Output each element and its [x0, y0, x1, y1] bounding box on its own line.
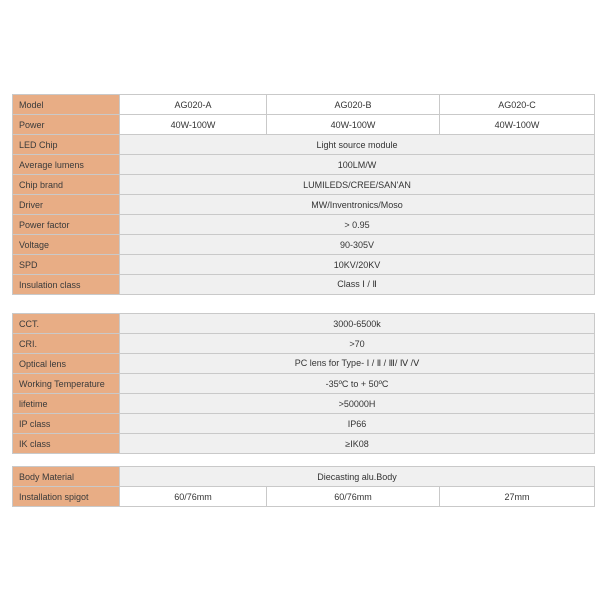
- row-value: > 0.95: [120, 215, 595, 235]
- row-label: LED Chip: [13, 135, 120, 155]
- row-value: 90-305V: [120, 235, 595, 255]
- table-row: [13, 235, 595, 255]
- row-value: LUMILEDS/CREE/SAN'AN: [120, 175, 595, 195]
- row-label: lifetime: [13, 394, 120, 414]
- row-label: Model: [13, 95, 120, 115]
- row-value: PC lens for Type- Ⅰ / Ⅱ / Ⅲ/ Ⅳ /Ⅴ: [120, 354, 595, 374]
- table-row: [13, 334, 595, 354]
- row-value: 3000-6500k: [120, 314, 595, 334]
- table-row-spigot: [13, 487, 595, 507]
- table-row: [13, 354, 595, 374]
- power-b-cell: 40W-100W: [267, 115, 440, 135]
- spigot-b-cell: 60/76mm: [267, 487, 440, 507]
- table-row: [13, 135, 595, 155]
- model-b-cell: AG020-B: [267, 95, 440, 115]
- row-label: IP class: [13, 414, 120, 434]
- row-value: Class Ⅰ / Ⅱ: [120, 275, 595, 295]
- row-label: SPD: [13, 255, 120, 275]
- model-c-cell: AG020-C: [440, 95, 595, 115]
- table-row: [13, 215, 595, 235]
- spec-table-electrical: [12, 94, 595, 295]
- row-value: IP66: [120, 414, 595, 434]
- model-a-cell: AG020-A: [120, 95, 267, 115]
- row-label: CCT.: [13, 314, 120, 334]
- row-value: 10KV/20KV: [120, 255, 595, 275]
- row-label: Power: [13, 115, 120, 135]
- row-value: MW/Inventronics/Moso: [120, 195, 595, 215]
- table-row: [13, 414, 595, 434]
- table-row: [13, 467, 595, 487]
- row-value: Diecasting alu.Body: [120, 467, 595, 487]
- row-label: Driver: [13, 195, 120, 215]
- table-row-model: [13, 95, 595, 115]
- table-row: [13, 195, 595, 215]
- table-row: [13, 175, 595, 195]
- row-label: IK class: [13, 434, 120, 454]
- table-row: [13, 434, 595, 454]
- row-value: Light source module: [120, 135, 595, 155]
- table-row: [13, 155, 595, 175]
- table-row-power: [13, 115, 595, 135]
- table-row: [13, 394, 595, 414]
- spec-table-optical: [12, 313, 595, 454]
- spec-table-mechanical: [12, 466, 595, 507]
- row-label: Chip brand: [13, 175, 120, 195]
- row-label: Power factor: [13, 215, 120, 235]
- row-label: Body Material: [13, 467, 120, 487]
- row-value: ≥IK08: [120, 434, 595, 454]
- row-label: CRI.: [13, 334, 120, 354]
- row-label: Working Temperature: [13, 374, 120, 394]
- row-label: Average lumens: [13, 155, 120, 175]
- row-label: Installation spigot: [13, 487, 120, 507]
- row-value: >70: [120, 334, 595, 354]
- power-c-cell: 40W-100W: [440, 115, 595, 135]
- row-value: >50000H: [120, 394, 595, 414]
- row-value: -35ºC to + 50ºC: [120, 374, 595, 394]
- spigot-c-cell: 27mm: [440, 487, 595, 507]
- row-value: 100LM/W: [120, 155, 595, 175]
- spigot-a-cell: 60/76mm: [120, 487, 267, 507]
- table-row: [13, 275, 595, 295]
- table-row: [13, 314, 595, 334]
- row-label: Insulation class: [13, 275, 120, 295]
- row-label: Optical lens: [13, 354, 120, 374]
- table-row: [13, 374, 595, 394]
- row-label: Voltage: [13, 235, 120, 255]
- table-row: [13, 255, 595, 275]
- power-a-cell: 40W-100W: [120, 115, 267, 135]
